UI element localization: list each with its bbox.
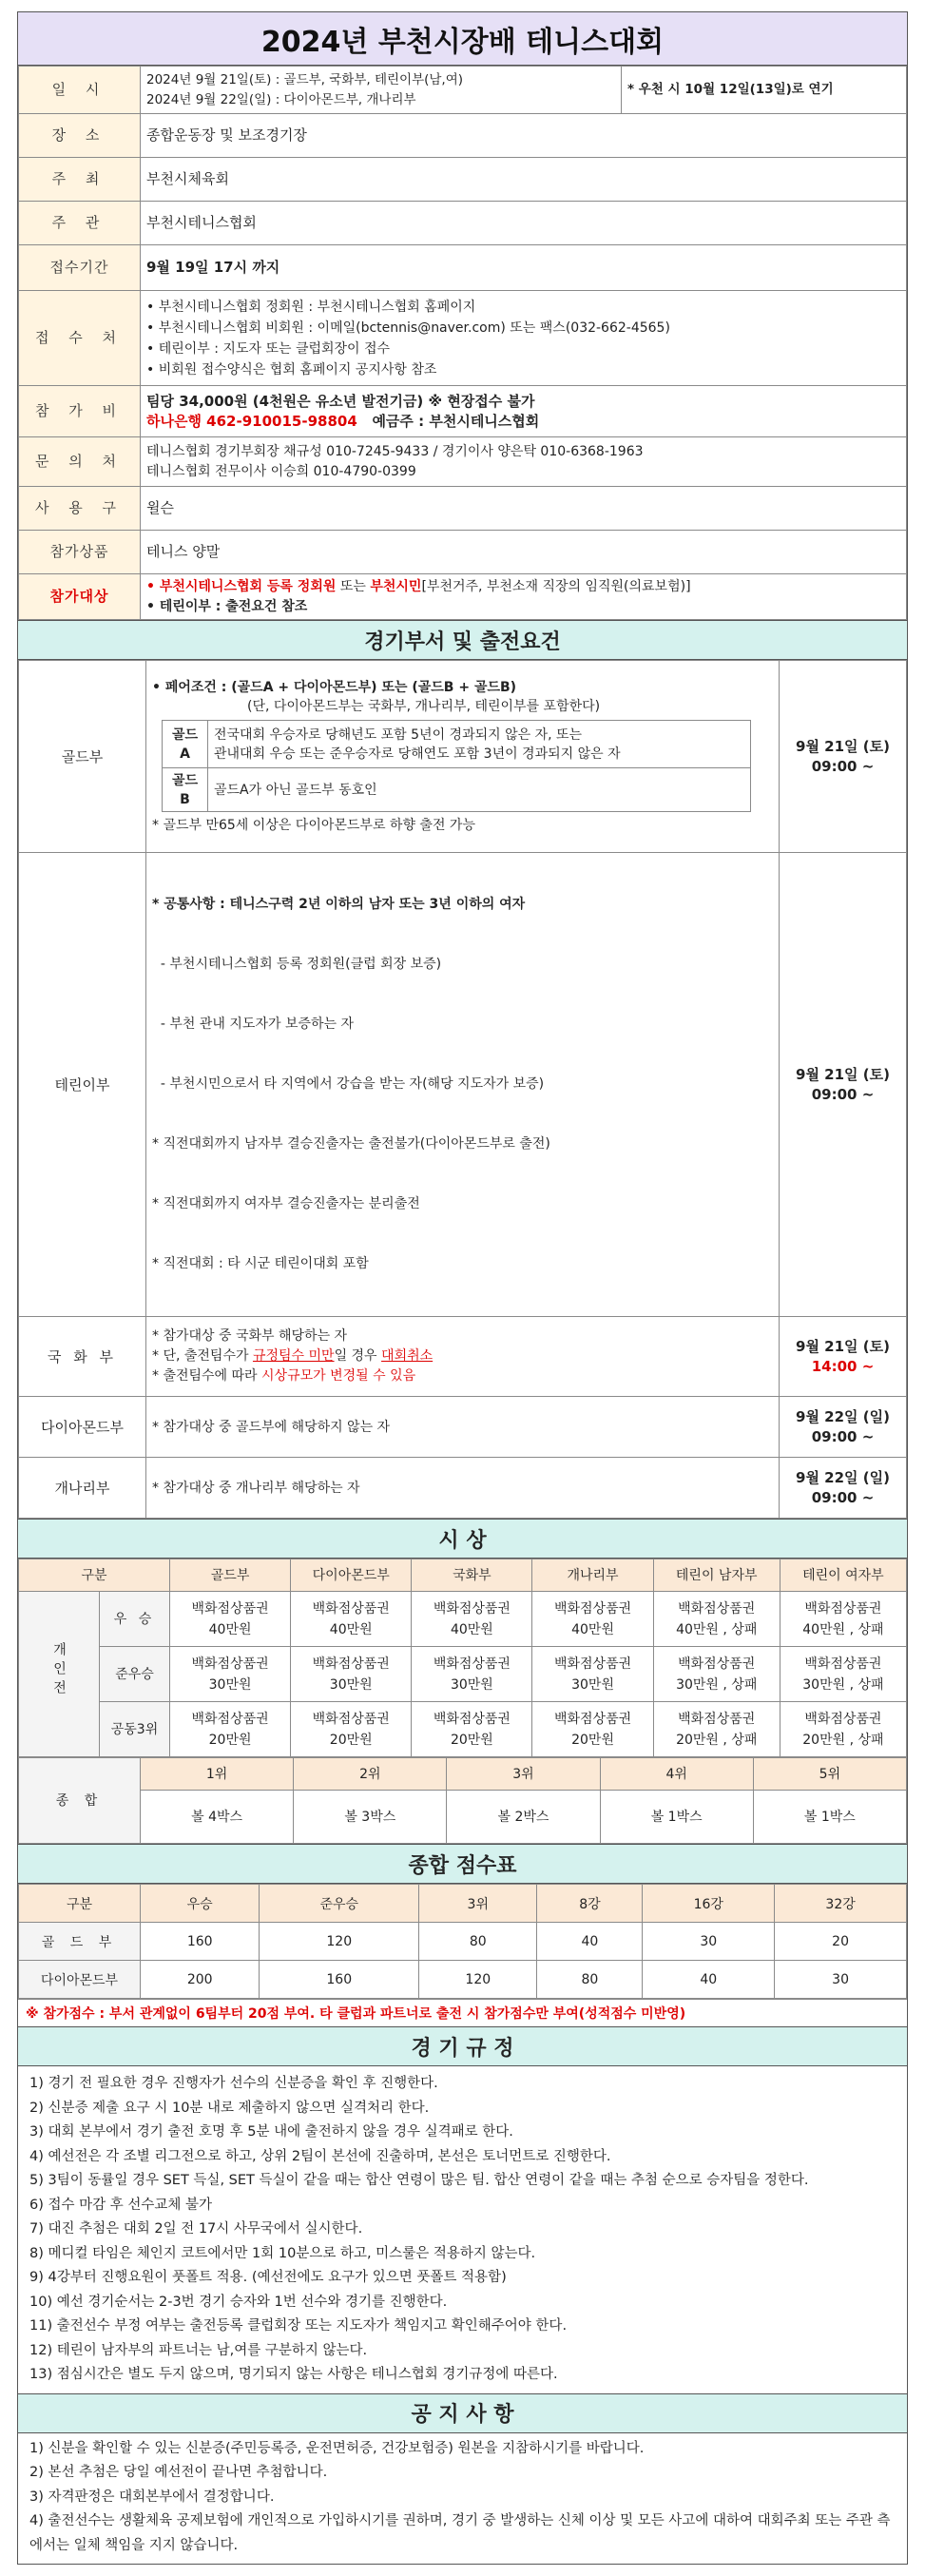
score-row-label: 다이아몬드부 <box>19 1961 141 1999</box>
division-chrysanthemum-date: 9월 21일 (토) 14:00 ~ <box>780 1317 907 1397</box>
division-gold-name: 골드부 <box>19 661 146 853</box>
gold-class-table: 골드A 전국대회 우승자로 당해년도 포함 5년이 경과되지 않은 자, 또는 관내대회 우승 또는 준우승자로 당해연도 포함 3년이 경과되지 않은 자 골드B 골드A가 아닌 골드부 동호인 <box>162 720 751 812</box>
prize-cell: 백화점상품권 30만원 <box>532 1647 653 1702</box>
schedule-rain-note: * 우천 시 10월 12일(13일)로 연기 <box>622 67 907 114</box>
reception-item: • 비회원 접수양식은 협회 홈페이지 공지사항 참조 <box>146 361 437 378</box>
score-cell: 40 <box>643 1961 775 1999</box>
organizer-value: 부천시테니스협회 <box>141 202 907 245</box>
fee-account-holder: 예금주 : 부천시테니스협회 <box>372 412 540 430</box>
prize-cell: 백화점상품권 20만원 <box>170 1702 291 1757</box>
prize-cell: 백화점상품권 40만원 <box>170 1592 291 1647</box>
score-cell: 30 <box>643 1923 775 1961</box>
division-diamond-rules: * 참가대상 중 골드부에 해당하지 않는 자 <box>146 1397 780 1458</box>
prize-cell: 백화점상품권 40만원 , 상패 <box>653 1592 780 1647</box>
prize-cell: 백화점상품권 30만원 , 상패 <box>653 1647 780 1702</box>
prize-rank: 우 승 <box>100 1592 170 1647</box>
ball-label: 사 용 구 <box>19 487 141 531</box>
scores-heading: 종합 점수표 <box>18 1844 907 1884</box>
prize-header-cell: 테린이 남자부 <box>653 1559 780 1592</box>
total-rank: 1위 <box>141 1758 294 1791</box>
score-cell: 200 <box>141 1961 260 1999</box>
prize-rank: 공동3위 <box>100 1702 170 1757</box>
prizes-table <box>18 1559 907 1757</box>
division-forsythia-date: 9월 22일 (일) 09:00 ~ <box>780 1458 907 1519</box>
ball-value: 윌슨 <box>141 487 907 531</box>
total-prize: 볼 1박스 <box>753 1791 906 1844</box>
division-diamond-date: 9월 22일 (일) 09:00 ~ <box>780 1397 907 1458</box>
page-title: 2024년 부천시장배 테니스대회 <box>18 12 907 66</box>
prize-cell: 백화점상품권 40만원 <box>291 1592 412 1647</box>
total-rank: 5위 <box>753 1758 906 1791</box>
prize-header-cell: 다이아몬드부 <box>291 1559 412 1592</box>
prize-cell: 백화점상품권 20만원 <box>532 1702 653 1757</box>
score-cell: 20 <box>775 1923 907 1961</box>
score-cell: 120 <box>260 1923 419 1961</box>
fee-bank-account: 하나은행 462-910015-98804 <box>146 412 357 430</box>
score-cell: 30 <box>775 1961 907 1999</box>
prize-cell: 백화점상품권 40만원 , 상패 <box>780 1592 906 1647</box>
prize-header-cell: 테린이 여자부 <box>780 1559 906 1592</box>
info-table <box>18 66 907 620</box>
total-rank: 3위 <box>447 1758 600 1791</box>
division-diamond-name: 다이아몬드부 <box>19 1397 146 1458</box>
rule-item: 9) 4강부터 진행요원이 풋폴트 적용. (예선전에도 요구가 있으면 풋폴트 적용함) <box>29 2270 507 2285</box>
rule-item: 12) 테린이 남자부의 파트너는 남,여를 구분하지 않는다. <box>29 2342 368 2358</box>
rule-item: 10) 예선 경기순서는 2-3번 경기 승자와 1번 선수와 경기를 진행한다. <box>29 2294 448 2310</box>
prize-cell: 백화점상품권 20만원 <box>412 1702 532 1757</box>
schedule-label: 일 시 <box>19 67 141 114</box>
score-header-cell: 3위 <box>419 1885 537 1923</box>
division-forsythia-name: 개나리부 <box>19 1458 146 1519</box>
rule-item: 13) 점심시간은 별도 두지 않으며, 명기되지 않는 사항은 테니스협회 경기규정에 따른다. <box>29 2367 558 2382</box>
division-gold-date: 9월 21일 (토) 09:00 ~ <box>780 661 907 853</box>
prize-header-cell: 국화부 <box>412 1559 532 1592</box>
prize-header-cell: 구분 <box>19 1559 170 1592</box>
tournament-flyer <box>17 11 908 2565</box>
total-prize: 볼 4박스 <box>141 1791 294 1844</box>
score-header-cell: 준우승 <box>260 1885 419 1923</box>
fee-label: 참 가 비 <box>19 386 141 437</box>
individual-label: 개인전 <box>19 1592 100 1757</box>
division-forsythia-rules: * 참가대상 중 개나리부 해당하는 자 <box>146 1458 780 1519</box>
score-cell: 160 <box>141 1923 260 1961</box>
total-prize-table <box>18 1757 907 1844</box>
venue-value: 종합운동장 및 보조경기장 <box>141 114 907 158</box>
rules-list <box>18 2066 907 2393</box>
rule-item: 6) 접수 마감 후 선수교체 불가 <box>29 2197 213 2213</box>
division-gold-rules: • 페어조건 : (골드A + 다이아몬드부) 또는 (골드B + 골드B) (단, 다이아몬드부는 국화부, 개나리부, 테린이부를 포함한다) 골드A 전국대회 우승자로 당해년도 포함 5년이 경과되지 않은 자, 또는 관내대회 우승 또는 준우승자로 당해연도 포함 3년이 경과되지 않은 자 골드B 골드A가 아닌 골드부 동호인 * 골드부 만65세 이상은 다이아몬드부로 하향 출전 가능 <box>146 661 780 853</box>
target-label: 참가대상 <box>19 574 141 620</box>
total-prize: 볼 2박스 <box>447 1791 600 1844</box>
notice-item: 3) 자격판정은 대회본부에서 결정합니다. <box>29 2489 275 2505</box>
prize-cell: 백화점상품권 20만원 , 상패 <box>653 1702 780 1757</box>
prize-rank: 준우승 <box>100 1647 170 1702</box>
rule-item: 7) 대진 추첨은 대회 2일 전 17시 사무국에서 실시한다. <box>29 2221 363 2237</box>
notices-list <box>18 2433 907 2565</box>
contact-value: 테니스협회 경기부회장 채규성 010-7245-9433 / 경기이사 양은탁 010-6368-1963 테니스협회 전무이사 이승희 010-4790-0399 <box>141 437 907 487</box>
rule-item: 2) 신분증 제출 요구 시 10분 내로 제출하지 않으면 실격처리 한다. <box>29 2100 430 2116</box>
prize-cell: 백화점상품권 20만원 , 상패 <box>780 1702 906 1757</box>
score-header-cell: 16강 <box>643 1885 775 1923</box>
score-row-label: 골 드 부 <box>19 1923 141 1961</box>
deadline-value: 9월 19일 17시 까지 <box>141 245 907 291</box>
notices-heading: 공 지 사 항 <box>18 2393 907 2433</box>
total-rank: 2위 <box>294 1758 447 1791</box>
rule-item: 8) 메디컬 타임은 체인지 코트에서만 1회 10분으로 하고, 미스룰은 적용하지 않는다. <box>29 2245 536 2261</box>
total-prize: 볼 1박스 <box>600 1791 753 1844</box>
prize-header-cell: 골드부 <box>170 1559 291 1592</box>
gift-value: 테니스 양말 <box>141 531 907 574</box>
rule-item: 11) 출전선수 부정 여부는 출전등록 클럽회장 또는 지도자가 책임지고 확인해주어야 한다. <box>29 2318 568 2334</box>
total-prize: 볼 3박스 <box>294 1791 447 1844</box>
rule-item: 4) 예선전은 각 조별 리그전으로 하고, 상위 2팀이 본선에 진출하며, 본선은 토너먼트로 진행한다. <box>29 2148 611 2164</box>
prize-cell: 백화점상품권 30만원 <box>412 1647 532 1702</box>
rule-item: 5) 3팀이 동률일 경우 SET 득실, SET 득실이 같을 때는 합산 연령이 많은 팀. 합산 연령이 같을 때는 추첨 순으로 승자팀을 정한다. <box>29 2173 809 2188</box>
total-rank: 4위 <box>600 1758 753 1791</box>
rule-item: 3) 대회 본부에서 경기 출전 호명 후 5분 내에 출전하지 않을 경우 실격패로 한다. <box>29 2124 513 2140</box>
score-cell: 80 <box>419 1923 537 1961</box>
score-header-cell: 32강 <box>775 1885 907 1923</box>
score-cell: 40 <box>537 1923 643 1961</box>
division-teen-rules: * 공통사항 : 테니스구력 2년 이하의 남자 또는 3년 이하의 여자 - 부천시테니스협회 등록 정회원(클럽 회장 보증) - 부천 관내 지도자가 보증하는 자 - 부천시민으로서 타 지역에서 강습을 받는 자(해당 지도자가 보증) * 직전대회까지 남자부 결승진출자는 출전불가(다이아몬드부로 출전) * 직전대회까지 여자부 결승진출자는 분리출전 * 직전대회 : 타 시군 테린이대회 포함 <box>146 853 780 1317</box>
prize-cell: 백화점상품권 30만원 , 상패 <box>780 1647 906 1702</box>
scores-table <box>18 1884 907 1999</box>
prize-cell: 백화점상품권 40만원 <box>412 1592 532 1647</box>
host-value: 부천시체육회 <box>141 158 907 202</box>
prize-cell: 백화점상품권 20만원 <box>291 1702 412 1757</box>
fee-value: 팀당 34,000원 (4천원은 유소년 발전기금) ※ 현장접수 불가 하나은행 462-910015-98804 예금주 : 부천시테니스협회 <box>141 386 907 437</box>
reception-label: 접 수 처 <box>19 291 141 386</box>
organizer-label: 주 관 <box>19 202 141 245</box>
host-label: 주 최 <box>19 158 141 202</box>
score-header-cell: 구분 <box>19 1885 141 1923</box>
division-teen-name: 테린이부 <box>19 853 146 1317</box>
reception-list <box>141 291 907 386</box>
score-cell: 160 <box>260 1961 419 1999</box>
division-chrysanthemum-rules: * 참가대상 중 국화부 해당하는 자 * 단, 출전팀수가 규정팀수 미만일 경우 대회취소 * 출전팀수에 따라 시상규모가 변경될 수 있음 <box>146 1317 780 1397</box>
score-header-cell: 8강 <box>537 1885 643 1923</box>
notice-item: 1) 신분을 확인할 수 있는 신분증(주민등록증, 운전면허증, 건강보험증) 원본을 지참하시기를 바랍니다. <box>29 2440 645 2456</box>
prize-cell: 백화점상품권 30만원 <box>291 1647 412 1702</box>
divisions-table <box>18 660 907 1519</box>
venue-label: 장 소 <box>19 114 141 158</box>
score-cell: 120 <box>419 1961 537 1999</box>
target-value: • 부천시테니스협회 등록 정회원 또는 부천시민[부천거주, 부천소재 직장의 임직원(의료보험)] • 테린이부 : 출전요건 참조 <box>141 574 907 620</box>
rules-heading: 경 기 규 정 <box>18 2026 907 2066</box>
division-teen-date: 9월 21일 (토) 09:00 ~ <box>780 853 907 1317</box>
division-chrysanthemum-name: 국 화 부 <box>19 1317 146 1397</box>
divisions-heading: 경기부서 및 출전요건 <box>18 620 907 660</box>
prize-header-cell: 개나리부 <box>532 1559 653 1592</box>
gift-label: 참가상품 <box>19 531 141 574</box>
reception-item: • 테린이부 : 지도자 또는 클럽회장이 접수 <box>146 340 391 357</box>
schedule-value: 2024년 9월 21일(토) : 골드부, 국화부, 테린이부(남,여) 2024년 9월 22일(일) : 다이아몬드부, 개나리부 <box>141 67 622 114</box>
score-header-cell: 우승 <box>141 1885 260 1923</box>
prize-cell: 백화점상품권 40만원 <box>532 1592 653 1647</box>
rule-item: 1) 경기 전 필요한 경우 진행자가 선수의 신분증을 확인 후 진행한다. <box>29 2076 438 2091</box>
notice-item: 4) 출전선수는 생활체육 공제보험에 개인적으로 가입하시기를 권하며, 경기 중 발생하는 신체 이상 및 모든 사고에 대하여 대회주최 또는 주관 측에서는 일체 책임을 지지 않습니다. <box>29 2513 891 2553</box>
contact-label: 문 의 처 <box>19 437 141 487</box>
score-note: ※ 참가점수 : 부서 관계없이 6팀부터 20점 부여. 타 클럽과 파트너로 출전 시 참가점수만 부여(성적점수 미반영) <box>18 1999 907 2026</box>
reception-item: • 부천시테니스협회 정회원 : 부천시테니스협회 홈페이지 <box>146 299 476 315</box>
prizes-heading: 시 상 <box>18 1519 907 1559</box>
score-cell: 80 <box>537 1961 643 1999</box>
notice-item: 2) 본선 추첨은 당일 예선전이 끝나면 추첨합니다. <box>29 2465 328 2480</box>
deadline-label: 접수기간 <box>19 245 141 291</box>
total-label: 종 합 <box>19 1758 141 1844</box>
reception-item: • 부천시테니스협회 비회원 : 이메일(bctennis@naver.com) 또는 팩스(032-662-4565) <box>146 320 670 336</box>
prize-cell: 백화점상품권 30만원 <box>170 1647 291 1702</box>
